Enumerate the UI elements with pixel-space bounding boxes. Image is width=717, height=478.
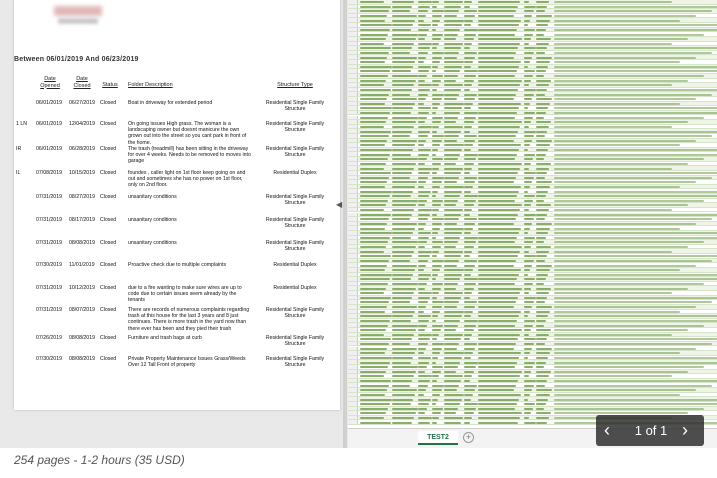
row-structure-type: Residential Single Family Structure bbox=[265, 335, 325, 348]
row-description: Private Property Maintenance Issues Grass/Weeds Over 12 Tall Front of property bbox=[128, 356, 246, 369]
date-opened: 07/31/2019 bbox=[36, 217, 62, 223]
row-status: Closed bbox=[100, 146, 117, 152]
date-closed: 08/07/2019 bbox=[69, 307, 95, 313]
chevron-left-icon[interactable]: ‹ bbox=[604, 420, 610, 440]
split-divider[interactable] bbox=[343, 0, 347, 448]
col-structure-type: Structure Type bbox=[277, 82, 313, 88]
row-description: Proactive check due to multiple complaints bbox=[128, 262, 227, 268]
row-structure-type: Residential Single Family Structure bbox=[265, 240, 325, 253]
add-sheet-icon[interactable]: + bbox=[463, 432, 474, 443]
date-opened: 06/01/2019 bbox=[36, 121, 62, 127]
date-opened: 07/08/2019 bbox=[36, 170, 62, 176]
date-closed: 06/27/2019 bbox=[69, 100, 95, 106]
row-description: unsanitary conditions bbox=[128, 240, 177, 246]
row-status: Closed bbox=[100, 194, 117, 200]
row-status: Closed bbox=[100, 285, 117, 291]
row-marker: IL bbox=[16, 170, 21, 176]
row-status: Closed bbox=[100, 170, 117, 176]
row-description: due to a fire wanting to make sure wires are up to code due to certain issues seem already by the tenants bbox=[128, 285, 242, 304]
row-status: Closed bbox=[100, 356, 117, 362]
date-opened: 07/31/2019 bbox=[36, 240, 62, 246]
date-closed: 08/08/2019 bbox=[69, 335, 95, 341]
blurred-logo-subtext bbox=[58, 18, 98, 24]
row-structure-type: Residential Single Family Structure bbox=[265, 356, 325, 369]
row-structure-type: Residential Single Family Structure bbox=[265, 217, 325, 230]
row-description: There are records of numerous complaints regarding trash at this house for the last 3 years and 8 just continues. There is more trash in the yard now than there ever has been and they pied their trash bbox=[128, 307, 250, 332]
date-opened: 06/01/2019 bbox=[36, 146, 62, 152]
row-description: unsanitary conditions bbox=[128, 194, 177, 200]
date-opened: 07/26/2019 bbox=[36, 335, 62, 341]
row-structure-type: Residential Single Family Structure bbox=[265, 194, 325, 207]
document-page bbox=[14, 0, 343, 410]
row-description: unsanitary conditions bbox=[128, 217, 177, 223]
collapse-arrow-icon[interactable]: ◀ bbox=[336, 200, 343, 209]
date-closed: 06/28/2019 bbox=[69, 146, 95, 152]
caption: 254 pages - 1-2 hours (35 USD) bbox=[14, 453, 185, 467]
pager bbox=[596, 415, 704, 446]
row-structure-type: Residential Duplex bbox=[273, 262, 317, 268]
row-structure-type: Residential Duplex bbox=[273, 285, 317, 291]
spreadsheet-preview bbox=[348, 0, 717, 448]
date-closed: 10/12/2019 bbox=[69, 285, 95, 291]
date-opened: 07/31/2019 bbox=[36, 285, 62, 291]
date-opened: 07/31/2019 bbox=[36, 307, 62, 313]
row-description: Furniture and trash bags at curb bbox=[128, 335, 202, 341]
date-closed: 10/15/2019 bbox=[69, 170, 95, 176]
row-description: On going issues High grass. The woman is a landscaping owner but doesnt manicure the own grown out into the street so you cant park in front of the home. bbox=[128, 121, 247, 146]
row-description: The trash (treadmill) has been sitting in the driveway for over 4 weeks. Needs to be removed to moves into garage bbox=[128, 146, 251, 165]
date-opened: 07/30/2019 bbox=[36, 262, 62, 268]
row-structure-type: Residential Single Family Structure bbox=[265, 146, 325, 159]
page-count: 1 of 1 bbox=[634, 423, 668, 438]
row-description: foundes , caller light on 1st floor keep going on and out and sometimes she has no power on 1st floor, only on 2nd floor. bbox=[128, 170, 246, 189]
row-marker: IR bbox=[16, 146, 22, 152]
row-status: Closed bbox=[100, 262, 117, 268]
date-closed: 08/08/2019 bbox=[69, 356, 95, 362]
document-footer-left bbox=[36, 383, 37, 389]
row-status: Closed bbox=[100, 217, 117, 223]
row-status: Closed bbox=[100, 240, 117, 246]
date-closed: 12/04/2019 bbox=[69, 121, 95, 127]
col-date-opened: Date Opened bbox=[40, 76, 60, 89]
row-status: Closed bbox=[100, 335, 117, 341]
document-title-blurred bbox=[32, 42, 35, 53]
row-structure-type: Residential Single Family Structure bbox=[265, 100, 325, 113]
date-closed: 08/27/2019 bbox=[69, 194, 95, 200]
chevron-right-icon[interactable]: › bbox=[682, 420, 688, 440]
date-closed: 11/01/2019 bbox=[69, 262, 95, 268]
row-marker: 1 LN bbox=[16, 121, 27, 127]
blurred-logo bbox=[54, 6, 102, 16]
row-structure-type: Residential Single Family Structure bbox=[265, 307, 325, 320]
col-status: Status bbox=[102, 82, 118, 88]
date-opened: 07/30/2019 bbox=[36, 356, 62, 362]
spreadsheet-grid bbox=[348, 0, 717, 428]
row-structure-type: Residential Single Family Structure bbox=[265, 121, 325, 134]
col-date-closed: Date Closed bbox=[73, 76, 91, 89]
document-date-range: Between 06/01/2019 And 06/23/2019 bbox=[14, 56, 139, 63]
row-status: Closed bbox=[100, 121, 117, 127]
row-description: Boat in driveway for extended period bbox=[128, 100, 213, 106]
col-folder-description: Folder Description bbox=[128, 82, 173, 88]
row-status: Closed bbox=[100, 307, 117, 313]
row-structure-type: Residential Duplex bbox=[273, 170, 317, 176]
date-closed: 08/17/2019 bbox=[69, 217, 95, 223]
date-closed: 08/08/2019 bbox=[69, 240, 95, 246]
sheet-tab[interactable]: TEST2 bbox=[418, 431, 458, 445]
date-opened: 07/31/2019 bbox=[36, 194, 62, 200]
date-opened: 06/01/2019 bbox=[36, 100, 62, 106]
row-status: Closed bbox=[100, 100, 117, 106]
